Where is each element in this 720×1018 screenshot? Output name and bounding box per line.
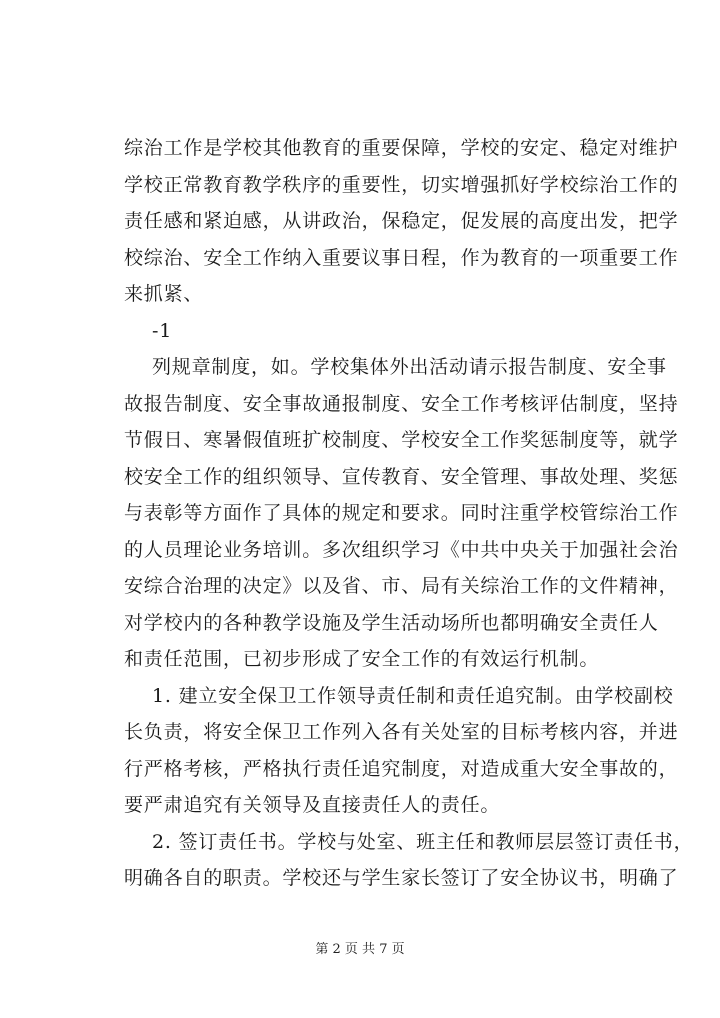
text-line: 故报告制度、安全事故通报制度、安全工作考核评估制度，坚持 [124,392,679,415]
text-line: 来抓紧、 [124,283,204,305]
text-line: 和责任范围，已初步形成了安全工作的有效运行机制。 [124,648,600,670]
text-line: 学校正常教育教学秩序的重要性，切实增强抓好学校综治工作的 [124,173,679,196]
text-line: 校安全工作的组织领导、宣传教育、安全管理、事故处理、奖惩 [124,465,679,488]
text-line: 2. 签订责任书。学校与处室、班主任和教师层层签订责任书， [152,830,694,853]
text-line: 安综合治理的决定》以及省、市、局有关综治工作的文件精神， [124,575,679,597]
text-line: 行严格考核，严格执行责任追究制度，对造成重大安全事故的， [124,757,679,780]
text-line: 责任感和紧迫感，从讲政治，保稳定，促发展的高度出发，把学 [124,210,679,232]
text-line: 列规章制度，如。学校集体外出活动请示报告制度、安全事 [152,356,667,378]
text-line: 的人员理论业务培训。多次组织学习《中共中央关于加强社会治 [124,538,679,561]
text-line: 长负责，将安全保卫工作列入各有关处室的目标考核内容，并进 [124,721,679,743]
text-line: 1. 建立安全保卫工作领导责任制和责任追究制。由学校副校 [152,684,674,707]
page-marker: -1 [152,319,173,342]
text-line: 综治工作是学校其他教育的重要保障，学校的安定、稳定对维护 [124,137,679,159]
page-number-footer: 第 2 页 共 7 页 [315,942,405,957]
text-line: 与表彰等方面作了具体的规定和要求。同时注重学校管综治工作 [124,502,679,524]
text-line: 对学校内的各种教学设施及学生活动场所也都明确安全责任人 [124,611,659,634]
text-line: 明确各自的职责。学校还与学生家长签订了安全协议书，明确了 [124,867,679,889]
text-line: 要严肃追究有关领导及直接责任人的责任。 [124,794,501,816]
document-body [124,130,694,897]
text-line: 节假日、寒暑假值班扩校制度、学校安全工作奖惩制度等，就学 [124,429,679,451]
text-line: 校综治、安全工作纳入重要议事日程，作为教育的一项重要工作 [124,246,679,269]
